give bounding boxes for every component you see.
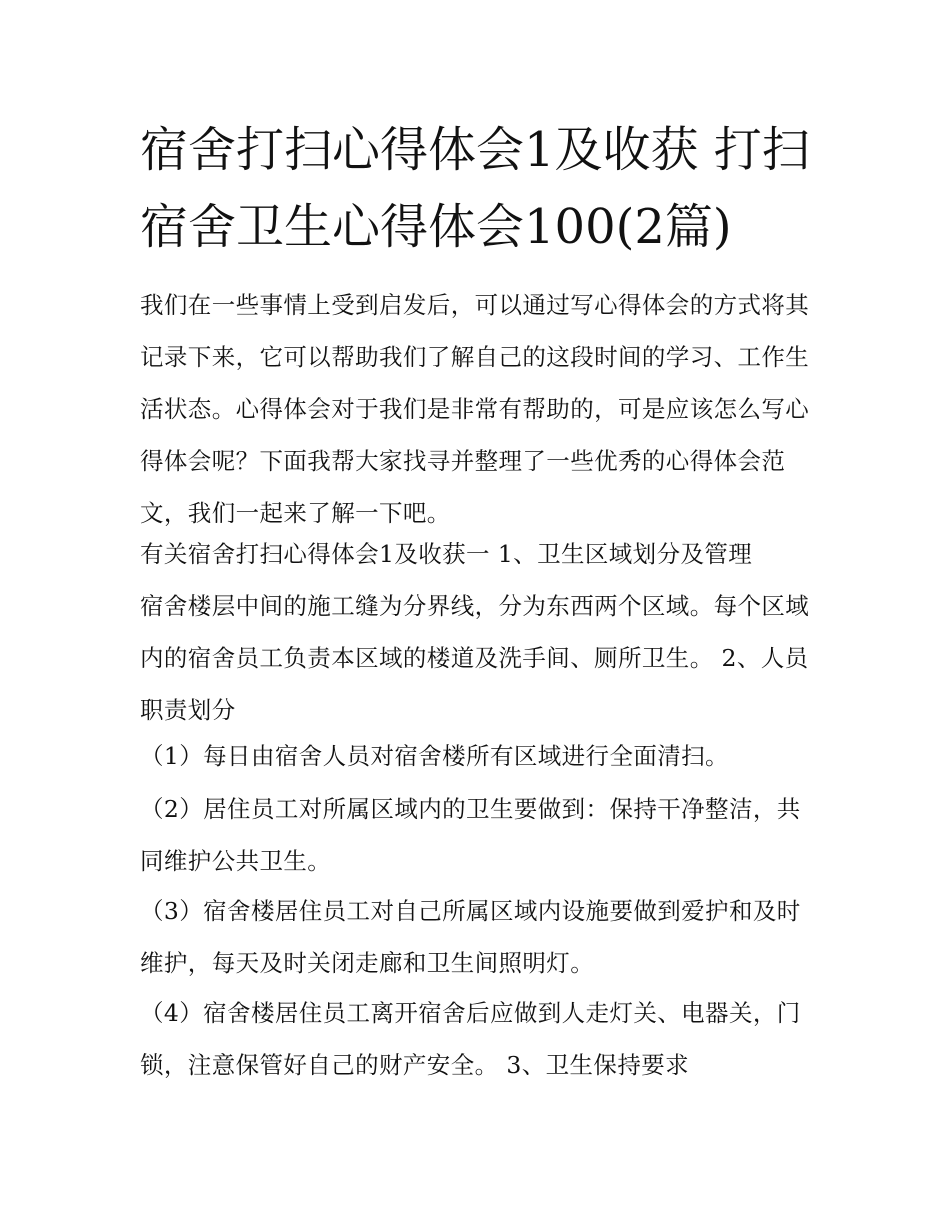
intro-paragraph: 我们在一些事情上受到启发后，可以通过写心得体会的方式将其记录下来，它可以帮助我们了解自己的这段时间的学习、工作生活状态。心得体会对于我们是非常有帮助的，可是应该怎么写心得体会呢？下面我帮大家找寻并整理了一些优秀的心得体会范文，我们一起来了解一下吧。 [140, 291, 810, 527]
list-item-1: （1）每日由宿舍人员对宿舍楼所有区域进行全面清扫。 [140, 742, 729, 770]
list-item-2: （2）居住员工对所属区域内的卫生要做到：保持干净整洁，共同维护公共卫生。 [140, 795, 801, 875]
section-heading: 有关宿舍打扫心得体会1及收获一 1、卫生区域划分及管理 [140, 540, 753, 568]
list-item-3: （3）宿舍楼居住员工对自己所属区域内设施要做到爱护和及时维护，每天及时关闭走廊和卫生间照明灯。 [140, 897, 801, 977]
section-body-paragraph: 宿舍楼层中间的施工缝为分界线，分为东西两个区域。每个区域内的宿舍员工负责本区域的楼道及洗手间、厕所卫生。 2、人员职责划分 [140, 592, 810, 724]
list-item-4: （4）宿舍楼居住员工离开宿舍后应做到人走灯关、电器关，门锁，注意保管好自己的财产安全。 3、卫生保持要求 [140, 999, 801, 1079]
document-title: 宿舍打扫心得体会1及收获 打扫宿舍卫生心得体会100(2篇) [140, 122, 810, 255]
